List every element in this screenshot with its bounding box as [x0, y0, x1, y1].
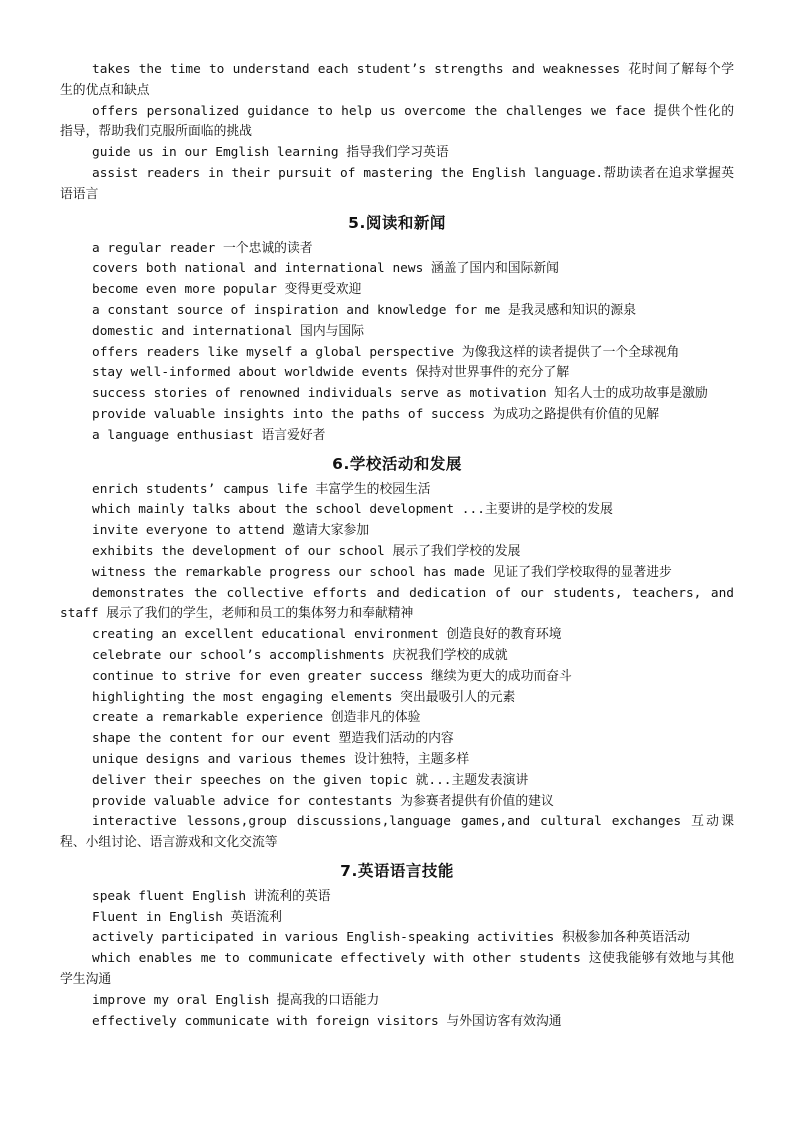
phrase-entry: invite everyone to attend 邀请大家参加: [92, 523, 370, 539]
phrase-entry: a language enthusiast 语言爱好者: [92, 427, 326, 443]
phrase-entry: covers both national and international news 涵盖了国内和国际新闻: [92, 261, 559, 277]
phrase-entry: improve my oral English 提高我的口语能力: [92, 992, 380, 1008]
phrase-entry: guide us in our Emglish learning 指导我们学习英语: [92, 145, 449, 161]
phrase-entry: highlighting the most engaging elements 突出最吸引人的元素: [92, 689, 516, 705]
phrase-entry: demonstrates the collective efforts and dedication of our students, teachers, and staff 展示了我们的学生，老师和员工的集体努力和奉献精神: [60, 585, 734, 622]
phrase-entry: offers personalized guidance to help us overcome the challenges we face 提供个性化的指导，帮助我们克服所面临的挑战: [60, 103, 734, 140]
phrase-entry: effectively communicate with foreign visitors 与外国访客有效沟通: [92, 1013, 562, 1029]
phrase-entry: provide valuable insights into the paths of success 为成功之路提供有价值的见解: [92, 406, 659, 422]
phrase-entry: exhibits the development of our school 展示了我们学校的发展: [92, 543, 521, 559]
phrase-entry: a constant source of inspiration and knowledge for me 是我灵感和知识的源泉: [92, 302, 637, 318]
phrase-entry: unique designs and various themes 设计独特，主题多样: [92, 751, 470, 767]
phrase-entry: takes the time to understand each student’s strengths and weaknesses 花时间了解每个学生的优点和缺点: [60, 62, 734, 98]
section-heading: 6.学校活动和发展: [332, 454, 462, 473]
section-heading: 7.英语语言技能: [340, 861, 454, 880]
phrase-entry: success stories of renowned individuals serve as motivation 知名人士的成功故事是激励: [92, 386, 708, 402]
phrase-entry: witness the remarkable progress our school has made 见证了我们学校取得的显著进步: [92, 564, 672, 580]
phrase-entry: create a remarkable experience 创造非凡的体验: [92, 710, 421, 726]
phrase-entry: speak fluent English 讲流利的英语: [92, 888, 331, 904]
phrase-entry: which enables me to communicate effectively with other students 这使我能够有效地与其他学生沟通: [60, 951, 734, 988]
phrase-entry: creating an excellent educational environment 创造良好的教育环境: [92, 627, 562, 643]
phrase-entry: Fluent in English 英语流利: [92, 909, 282, 925]
phrase-entry: celebrate our school’s accomplishments 庆祝我们学校的成就: [92, 647, 508, 663]
phrase-entry: assist readers in their pursuit of mastering the English language.帮助读者在追求掌握英语语言: [60, 165, 734, 202]
phrase-entry: a regular reader 一个忠诚的读者: [92, 240, 313, 256]
section-heading: 5.阅读和新闻: [348, 213, 446, 232]
phrase-entry: shape the content for our event 塑造我们活动的内容: [92, 731, 454, 747]
phrase-entry: interactive lessons,group discussions,language games,and cultural exchanges 互动课程、小组讨论、语言游戏和文化交流等: [60, 814, 734, 851]
phrase-entry: stay well-informed about worldwide events 保持对世界事件的充分了解: [92, 365, 570, 381]
phrase-entry: continue to strive for even greater success 继续为更大的成功而奋斗: [92, 668, 572, 684]
phrase-entry: which mainly talks about the school development ...主要讲的是学校的发展: [92, 502, 613, 518]
phrase-entry: domestic and international 国内与国际: [92, 323, 365, 339]
phrase-entry: enrich students’ campus life 丰富学生的校园生活: [92, 481, 431, 497]
phrase-entry: become even more popular 变得更受欢迎: [92, 282, 362, 298]
phrase-entry: deliver their speeches on the given topic 就...主题发表演讲: [92, 772, 529, 788]
phrase-entry: provide valuable advice for contestants 为参赛者提供有价值的建议: [92, 793, 554, 809]
phrase-entry: offers readers like myself a global perspective 为像我这样的读者提供了一个全球视角: [92, 344, 680, 360]
phrase-entry: actively participated in various English-speaking activities 积极参加各种英语活动: [92, 930, 690, 946]
document-page: [60, 60, 734, 1032]
